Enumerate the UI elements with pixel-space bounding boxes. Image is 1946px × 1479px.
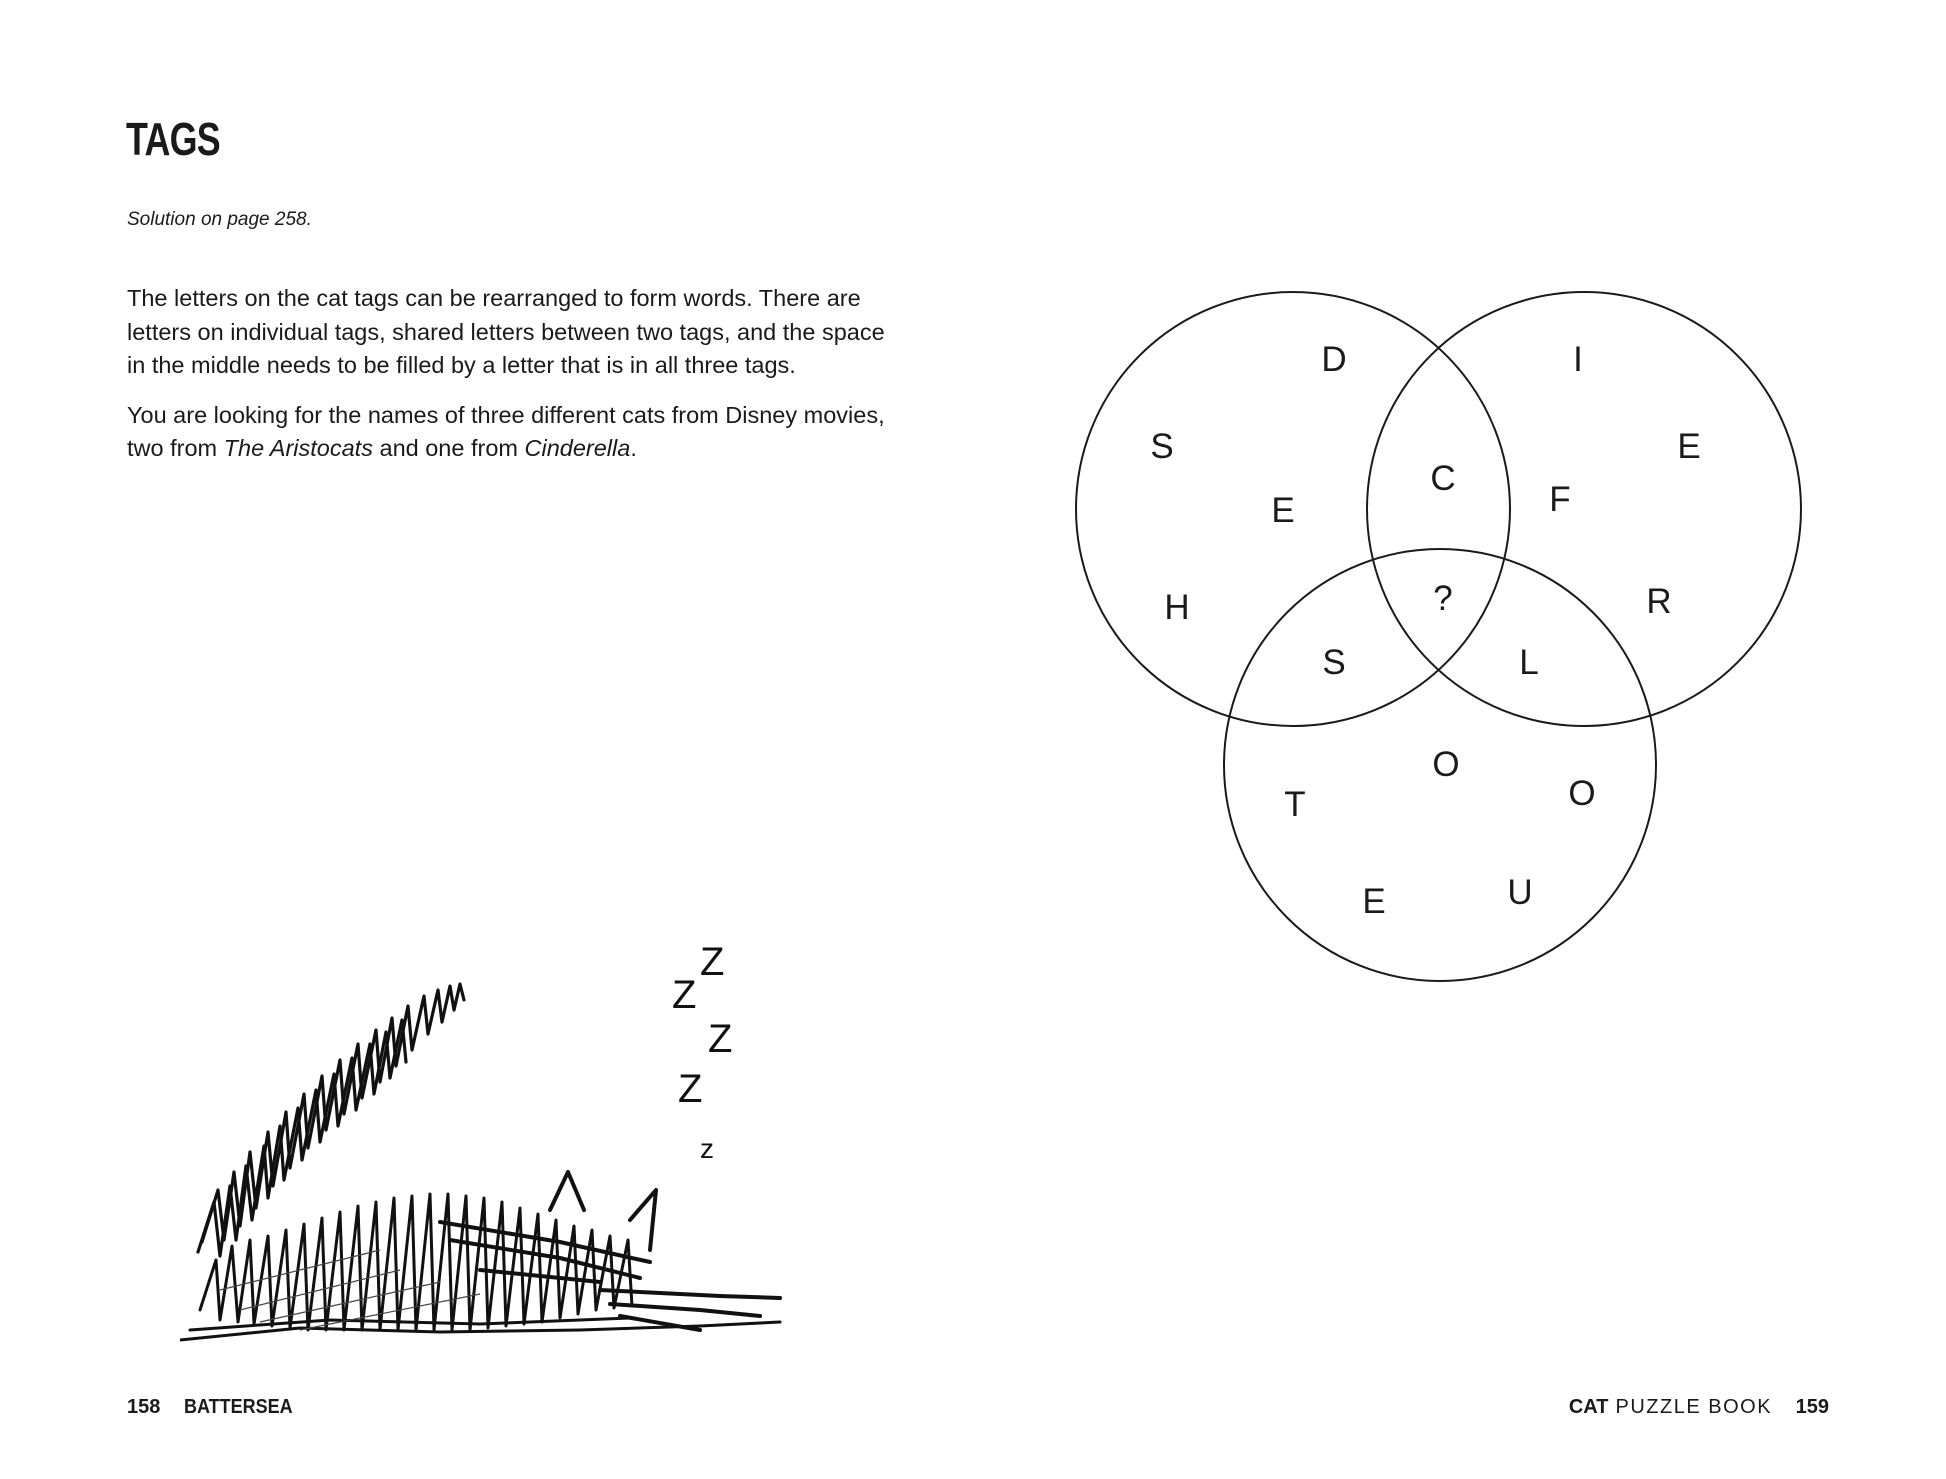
venn-letter: S [1150, 427, 1174, 466]
cat-body-scribble [180, 1194, 780, 1340]
cat-tail-scribble [198, 984, 464, 1256]
instructions-text: . [630, 435, 637, 461]
venn-letter: E [1271, 491, 1295, 530]
zzz-letter: Z [700, 940, 725, 984]
page-title: TAGS [126, 113, 220, 165]
instructions-text: You are looking for the names of three different cats from Disney movies, two from [127, 401, 885, 461]
footer-book-title: PUZZLE BOOK [1608, 1396, 1773, 1418]
venn-letter: S [1322, 643, 1346, 682]
instructions [127, 282, 887, 482]
venn-letter: U [1507, 873, 1533, 912]
venn-letter: I [1573, 340, 1583, 379]
instructions-paragraph-2 [127, 399, 887, 466]
movie-title-cinderella: Cinderella [524, 435, 631, 461]
zzz-letter: Z [708, 1017, 733, 1061]
venn-letter: F [1549, 480, 1571, 519]
venn-circles [1073, 280, 1833, 1000]
right-page [973, 0, 1946, 1479]
venn-letter: O [1568, 774, 1596, 813]
sleeping-cat-illustration [180, 890, 840, 1360]
zzz-letter: Z [678, 1067, 703, 1111]
venn-letter: E [1677, 427, 1701, 466]
venn-letter: R [1646, 582, 1672, 621]
footer-right [1569, 1396, 1829, 1419]
instructions-paragraph-1: The letters on the cat tags can be rearranged to form words. There are letters on individual tags, shared letters between two tags, and the space in the middle needs to be filled by a letter that is in all three tags. [127, 285, 885, 378]
solution-note: Solution on page 258. [127, 209, 312, 230]
venn-letter: ? [1433, 579, 1453, 618]
instructions-text: and one from [372, 435, 525, 461]
venn-diagram [1073, 280, 1833, 1000]
zzz-letter: z [700, 1133, 714, 1164]
venn-letter: C [1430, 459, 1456, 498]
zzz-sleep-icon [672, 940, 732, 1164]
venn-letter: O [1432, 745, 1460, 784]
footer-brand: BATTERSEA [183, 1396, 293, 1418]
venn-letter: H [1164, 588, 1190, 627]
footer-book-title-bold: CAT [1568, 1396, 1609, 1418]
venn-letter: T [1284, 785, 1306, 824]
venn-letter: L [1519, 643, 1539, 682]
zzz-letter: Z [672, 973, 697, 1017]
footer-left [127, 1396, 305, 1419]
venn-circle-right [1367, 292, 1801, 726]
venn-letter: D [1321, 340, 1347, 379]
page-number-right: 159 [1795, 1396, 1829, 1418]
venn-letter: E [1362, 882, 1386, 921]
movie-title-aristocats: The Aristocats [223, 435, 373, 461]
page-number-left: 158 [127, 1396, 161, 1418]
